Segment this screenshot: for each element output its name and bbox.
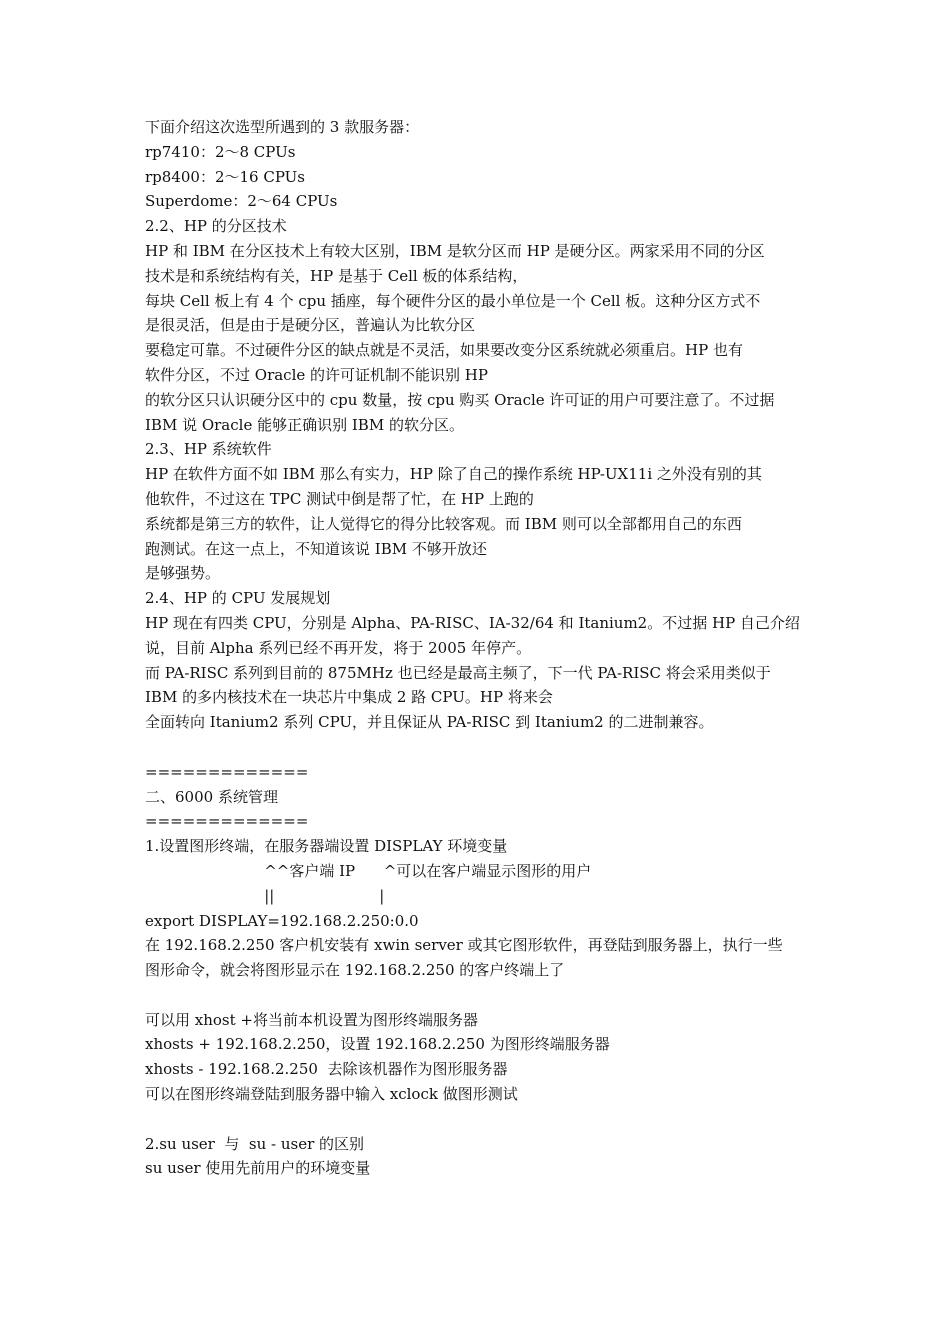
text-line: IBM 说 Oracle 能够正确识别 IBM 的软分区。: [145, 415, 464, 434]
separator-line: =============: [145, 762, 309, 781]
section-heading: 2.4、HP 的 CPU 发展规划: [145, 589, 331, 608]
text-line: HP 在软件方面不如 IBM 那么有实力，HP 除了自己的操作系统 HP-UX11i 之外没有别的其: [145, 465, 762, 484]
document-page: [145, 115, 810, 1181]
text-line: 图形命令，就会将图形显示在 192.168.2.250 的客户终端上了: [145, 961, 565, 980]
text-line: rp7410：2～8 CPUs: [145, 142, 296, 161]
text-line: su user 使用先前用户的环境变量: [145, 1159, 371, 1178]
text-line: 要稳定可靠。不过硬件分区的缺点就是不灵活，如果要改变分区系统就必须重启。HP 也有: [145, 341, 743, 360]
text-line: 的软分区只认识硬分区中的 cpu 数量，按 cpu 购买 Oracle 许可证的用户可要注意了。不过据: [145, 390, 775, 409]
annotation-marker-line: || |: [145, 886, 385, 905]
text-line: 系统都是第三方的软件，让人觉得它的得分比较客观。而 IBM 则可以全部都用自己的东西: [145, 514, 742, 533]
command-line: export DISPLAY=192.168.2.250:0.0: [145, 911, 419, 930]
text-line: 可以在图形终端登陆到服务器中输入 xclock 做图形测试: [145, 1085, 518, 1104]
text-line: Superdome：2～64 CPUs: [145, 192, 338, 211]
text-line: 他软件，不过这在 TPC 测试中倒是帮了忙，在 HP 上跑的: [145, 489, 534, 508]
text-line: rp8400：2～16 CPUs: [145, 167, 305, 186]
text-line: 1.设置图形终端，在服务器端设置 DISPLAY 环境变量: [145, 837, 508, 856]
chapter-heading: 二、6000 系统管理: [145, 787, 278, 806]
separator-line: =============: [145, 812, 309, 831]
blank-line: [145, 1107, 810, 1132]
text-line: 技术是和系统结构有关，HP 是基于 Cell 板的体系结构，: [145, 266, 528, 285]
text-line: 全面转向 Itanium2 系列 CPU，并且保证从 PA-RISC 到 Itanium2 的二进制兼容。: [145, 713, 714, 732]
text-line: 每块 Cell 板上有 4 个 cpu 插座，每个硬件分区的最小单位是一个 Cell 板。这种分区方式不: [145, 291, 761, 310]
text-line: xhosts - 192.168.2.250 去除该机器作为图形服务器: [145, 1060, 508, 1079]
blank-line: [145, 983, 810, 1008]
text-line: 下面介绍这次选型所遇到的 3 款服务器：: [145, 118, 420, 136]
text-line: 在 192.168.2.250 客户机安装有 xwin server 或其它图形软件，再登陆到服务器上，执行一些: [145, 936, 783, 955]
text-line: 可以用 xhost +将当前本机设置为图形终端服务器: [145, 1010, 478, 1029]
text-line: 说，目前 Alpha 系列已经不再开发，将于 2005 年停产。: [145, 638, 532, 657]
blank-line: [145, 735, 810, 760]
annotation-line: ^^客户端 IP ^可以在客户端显示图形的用户: [145, 861, 592, 880]
text-line: 软件分区，不过 Oracle 的许可证机制不能识别 HP: [145, 365, 488, 384]
text-line: 是够强势。: [145, 564, 221, 583]
text-line: 2.su user 与 su - user 的区别: [145, 1134, 365, 1153]
text-line: xhosts + 192.168.2.250，设置 192.168.2.250 为图形终端服务器: [145, 1035, 610, 1054]
section-heading: 2.2、HP 的分区技术: [145, 217, 287, 236]
text-line: IBM 的多内核技术在一块芯片中集成 2 路 CPU。HP 将来会: [145, 688, 553, 707]
section-heading: 2.3、HP 系统软件: [145, 440, 272, 459]
text-line: 而 PA-RISC 系列到目前的 875MHz 也已经是最高主频了，下一代 PA-RISC 将会采用类似于: [145, 663, 771, 682]
text-line: HP 和 IBM 在分区技术上有较大区别，IBM 是软分区而 HP 是硬分区。两家采用不同的分区: [145, 241, 765, 260]
text-line: HP 现在有四类 CPU，分别是 Alpha、PA-RISC、IA-32/64 和 Itanium2。不过据 HP 自己介绍: [145, 613, 800, 632]
text-line: 跑测试。在这一点上，不知道该说 IBM 不够开放还: [145, 539, 487, 558]
text-line: 是很灵活，但是由于是硬分区，普遍认为比软分区: [145, 316, 476, 335]
